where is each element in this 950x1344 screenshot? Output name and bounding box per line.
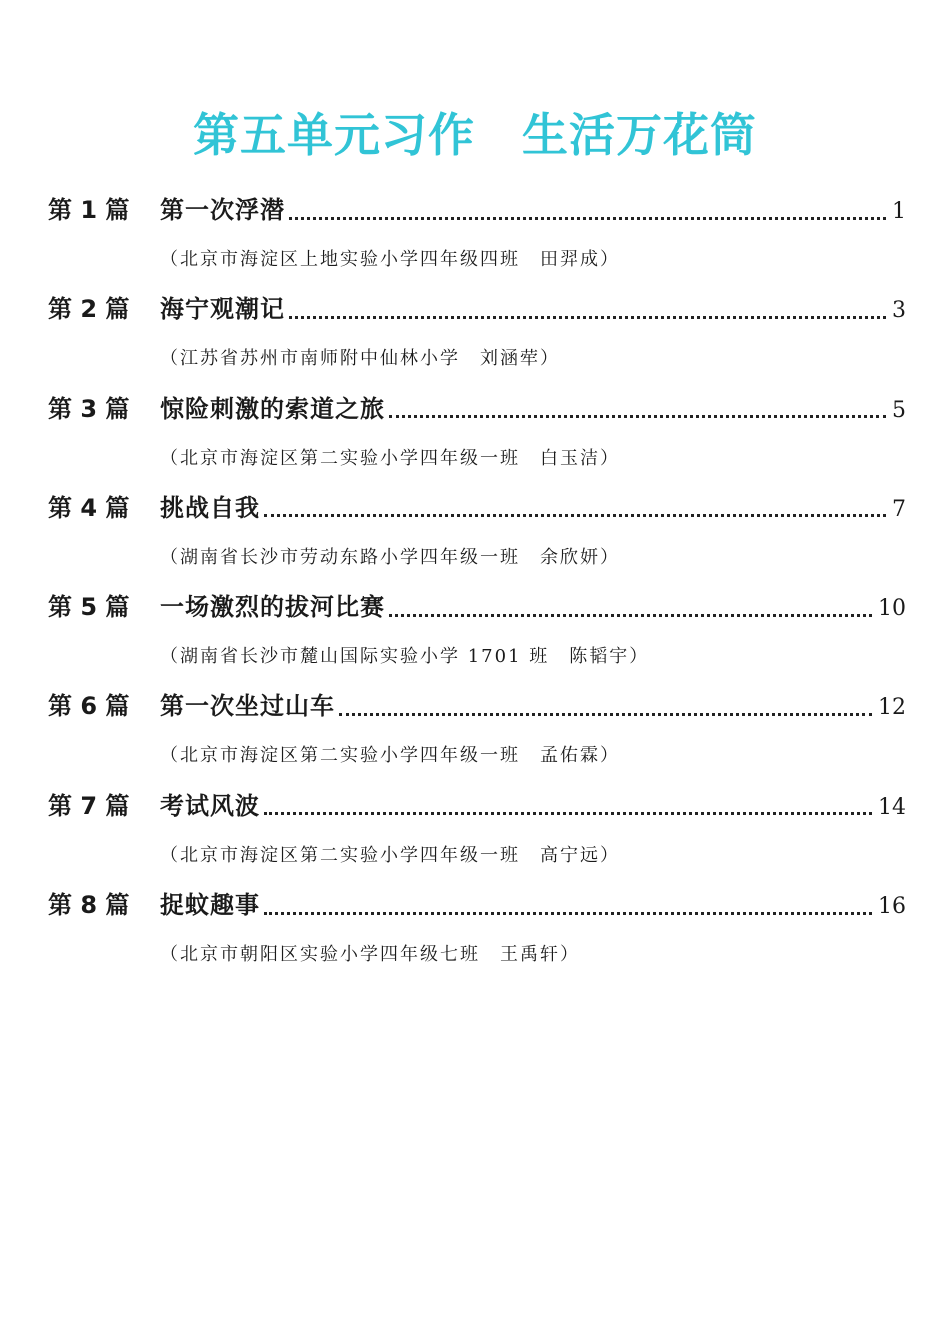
entry-author: （江苏省苏州市南师附中仙林小学 刘涵荦） (160, 348, 560, 370)
entry-number: 第 1 篇 (48, 196, 130, 224)
toc-entry (48, 587, 906, 686)
entry-author: （北京市海淀区第二实验小学四年级一班 白玉洁） (160, 447, 620, 469)
dot-leader (264, 812, 872, 815)
dot-leader (264, 912, 872, 915)
entry-title: 惊险刺激的索道之旅 (160, 394, 385, 423)
entry-number: 第 4 篇 (48, 493, 130, 522)
toc-entry-line[interactable] (48, 488, 906, 532)
toc-entry-line[interactable] (48, 289, 906, 333)
entry-author: （北京市海淀区第二实验小学四年级一班 孟佑霖） (160, 745, 620, 767)
entry-page-number: 10 (878, 596, 906, 622)
entry-author: （北京市海淀区第二实验小学四年级一班 高宁远） (160, 844, 620, 866)
entry-title: 一场激烈的拔河比赛 (160, 593, 385, 622)
entry-number: 第 2 篇 (48, 295, 130, 324)
toc-entry-line[interactable] (48, 885, 906, 929)
entry-title: 第一次坐过山车 (160, 692, 335, 721)
entry-number: 第 7 篇 (48, 791, 130, 820)
toc-entry-line[interactable] (48, 786, 906, 830)
entry-title: 考试风波 (160, 791, 260, 820)
toc-entry (48, 786, 906, 885)
table-of-contents (48, 190, 906, 984)
entry-page-number: 5 (892, 397, 906, 423)
entry-page-number: 7 (892, 496, 906, 522)
entry-title: 捉蚊趣事 (160, 891, 260, 920)
toc-entry-line[interactable] (48, 686, 906, 730)
entry-page-number: 1 (892, 199, 906, 224)
toc-entry-line[interactable] (48, 587, 906, 631)
entry-author: （北京市朝阳区实验小学四年级七班 王禹轩） (160, 944, 580, 966)
entry-title: 海宁观潮记 (160, 295, 285, 324)
entry-title: 挑战自我 (160, 493, 260, 522)
entry-page-number: 12 (878, 695, 906, 721)
toc-entry (48, 289, 906, 388)
toc-entry-line[interactable] (48, 190, 906, 234)
entry-page-number: 3 (892, 298, 906, 324)
dot-leader (264, 514, 886, 517)
entry-number: 第 3 篇 (48, 394, 130, 423)
dot-leader (389, 415, 886, 418)
entry-author: （湖南省长沙市麓山国际实验小学 1701 班 陈韬宇） (160, 646, 650, 668)
dot-leader (389, 614, 872, 617)
entry-title: 第一次浮潜 (160, 196, 285, 224)
dot-leader (289, 316, 886, 319)
toc-entry (48, 389, 906, 488)
toc-entry (48, 488, 906, 587)
toc-entry (48, 686, 906, 785)
entry-page-number: 16 (878, 894, 906, 920)
entry-author: （北京市海淀区上地实验小学四年级四班 田羿成） (160, 249, 620, 270)
entry-page-number: 14 (878, 794, 906, 820)
page-title: 第五单元习作 生活万花筒 (193, 108, 757, 162)
entry-number: 第 6 篇 (48, 692, 130, 721)
entry-number: 第 5 篇 (48, 593, 130, 622)
toc-entry (48, 885, 906, 984)
toc-entry-line[interactable] (48, 389, 906, 433)
toc-entry (48, 190, 906, 289)
dot-leader (339, 713, 872, 716)
entry-number: 第 8 篇 (48, 891, 130, 920)
entry-author: （湖南省长沙市劳动东路小学四年级一班 余欣妍） (160, 546, 620, 568)
dot-leader (289, 217, 886, 220)
